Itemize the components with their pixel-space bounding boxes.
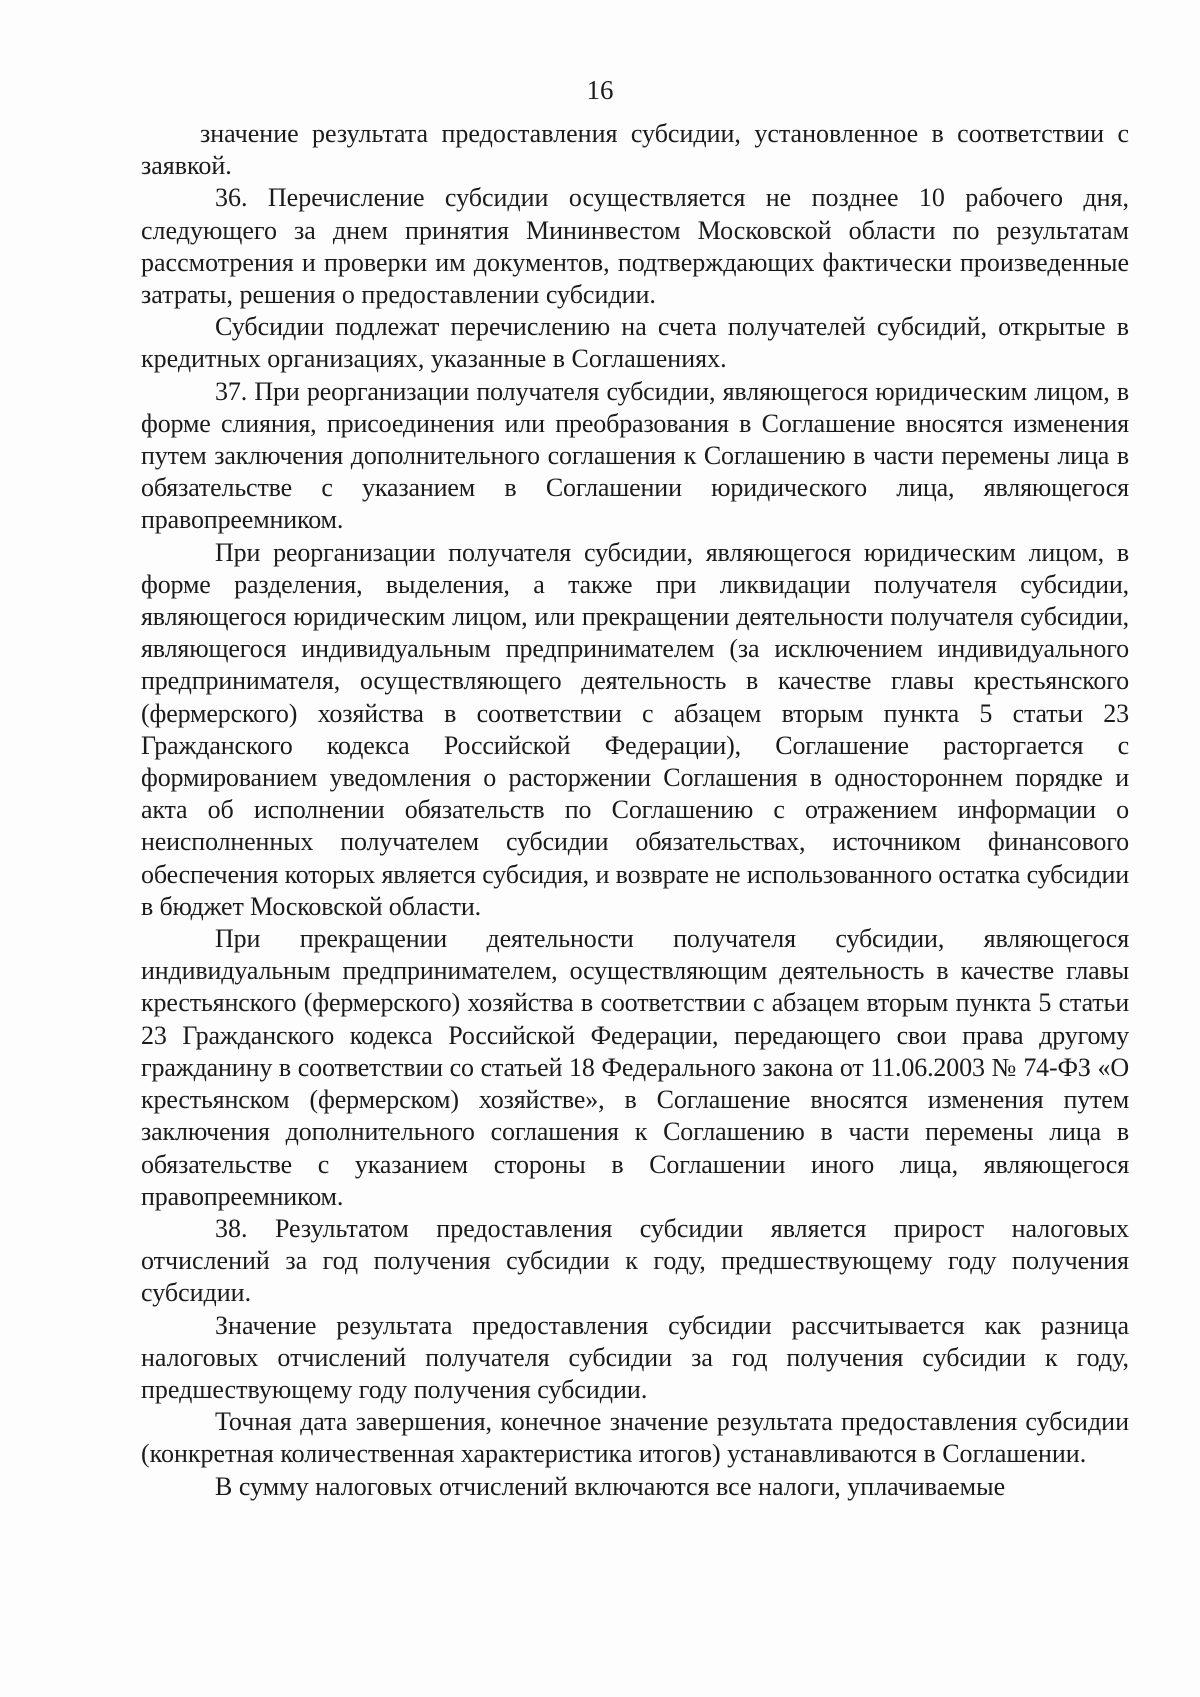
paragraph-38: 38. Результатом предоставления субсидии является прирост налоговых отчислений за год получения субсидии к году, предшествующему году получения субсидии. (141, 1213, 1129, 1308)
document-body (141, 118, 1129, 1503)
page-number: 16 (586, 75, 614, 105)
paragraph-37-termination: При реорганизации получателя субсидии, являющегося юридическим лицом, в форме разделения, выделения, а также при ликвидации получателя субсидии, являющегося юридическим лицом, или прекращении деятельности получателя субсидии, являющегося индивидуальным предпринимателем (за исключением индивидуального предпринимателя, осуществляющего деятельность в качестве главы крестьянского (фермерского) хозяйства в соответствии с абзацем вторым пункта 5 статьи 23 Гражданского кодекса Российской Федерации), Соглашение расторгается с формированием уведомления о расторжении Соглашения в одностороннем порядке и акта об исполнении обязательств по Соглашению с отражением информации о неисполненных получателем субсидии обязательствах, источником финансового обеспечения которых является субсидия, и возврате не использованного остатка субсидии в бюджет Московской области. (141, 537, 1129, 921)
paragraph-38-calculation: Значение результата предоставления субсидии рассчитывается как разница налоговых отчислений получателя субсидии за год получения субсидии к году, предшествующему году получения субсидии. (141, 1310, 1129, 1404)
paragraph-36-accounts: Субсидии подлежат перечислению на счета получателей субсидий, открытые в кредитных организациях, указанные в Соглашениях. (141, 312, 1129, 374)
paragraph-37-farm: При прекращении деятельности получателя субсидии, являющегося индивидуальным предпринимателем, осуществляющим деятельность в качестве главы крестьянского (фермерского) хозяйства в соответствии с абзацем вторым пункта 5 статьи 23 Гражданского кодекса Российской Федерации, передающего свои права другому гражданину в соответствии со статьей 18 Федерального закона от 11.06.2003 № 74-ФЗ «О крестьянском (фермерском) хозяйстве», в Соглашение вносятся изменения путем заключения дополнительного соглашения к Соглашению в части перемены лица в обязательстве с указанием стороны в Соглашении иного лица, являющегося правопреемником. (141, 924, 1129, 1211)
paragraph-36: 36. Перечисление субсидии осуществляется не позднее 10 рабочего дня, следующего за днем принятия Мининвестом Московской области по результатам рассмотрения и проверки им документов, подтверждающих фактически произведенные затраты, решения о предоставлении субсидии. (141, 183, 1129, 310)
paragraph-continuation: значение результата предоставления субсидии, установленное в соответствии с заявкой. (141, 119, 1129, 181)
paragraph-37: 37. При реорганизации получателя субсидии, являющегося юридическим лицом, в форме слияния, присоединения или преобразования в Соглашение вносятся изменения путем заключения дополнительного соглашения к Соглашению в части перемены лица в обязательстве с указанием в Соглашении юридического лица, являющегося правопреемником. (141, 376, 1129, 535)
paragraph-38-agreement: Точная дата завершения, конечное значение результата предоставления субсидии (конкретная количественная характеристика итогов) устанавливаются в Соглашении. (141, 1407, 1129, 1469)
paragraph-38-taxes: В сумму налоговых отчислений включаются все налоги, уплачиваемые (215, 1471, 1006, 1501)
